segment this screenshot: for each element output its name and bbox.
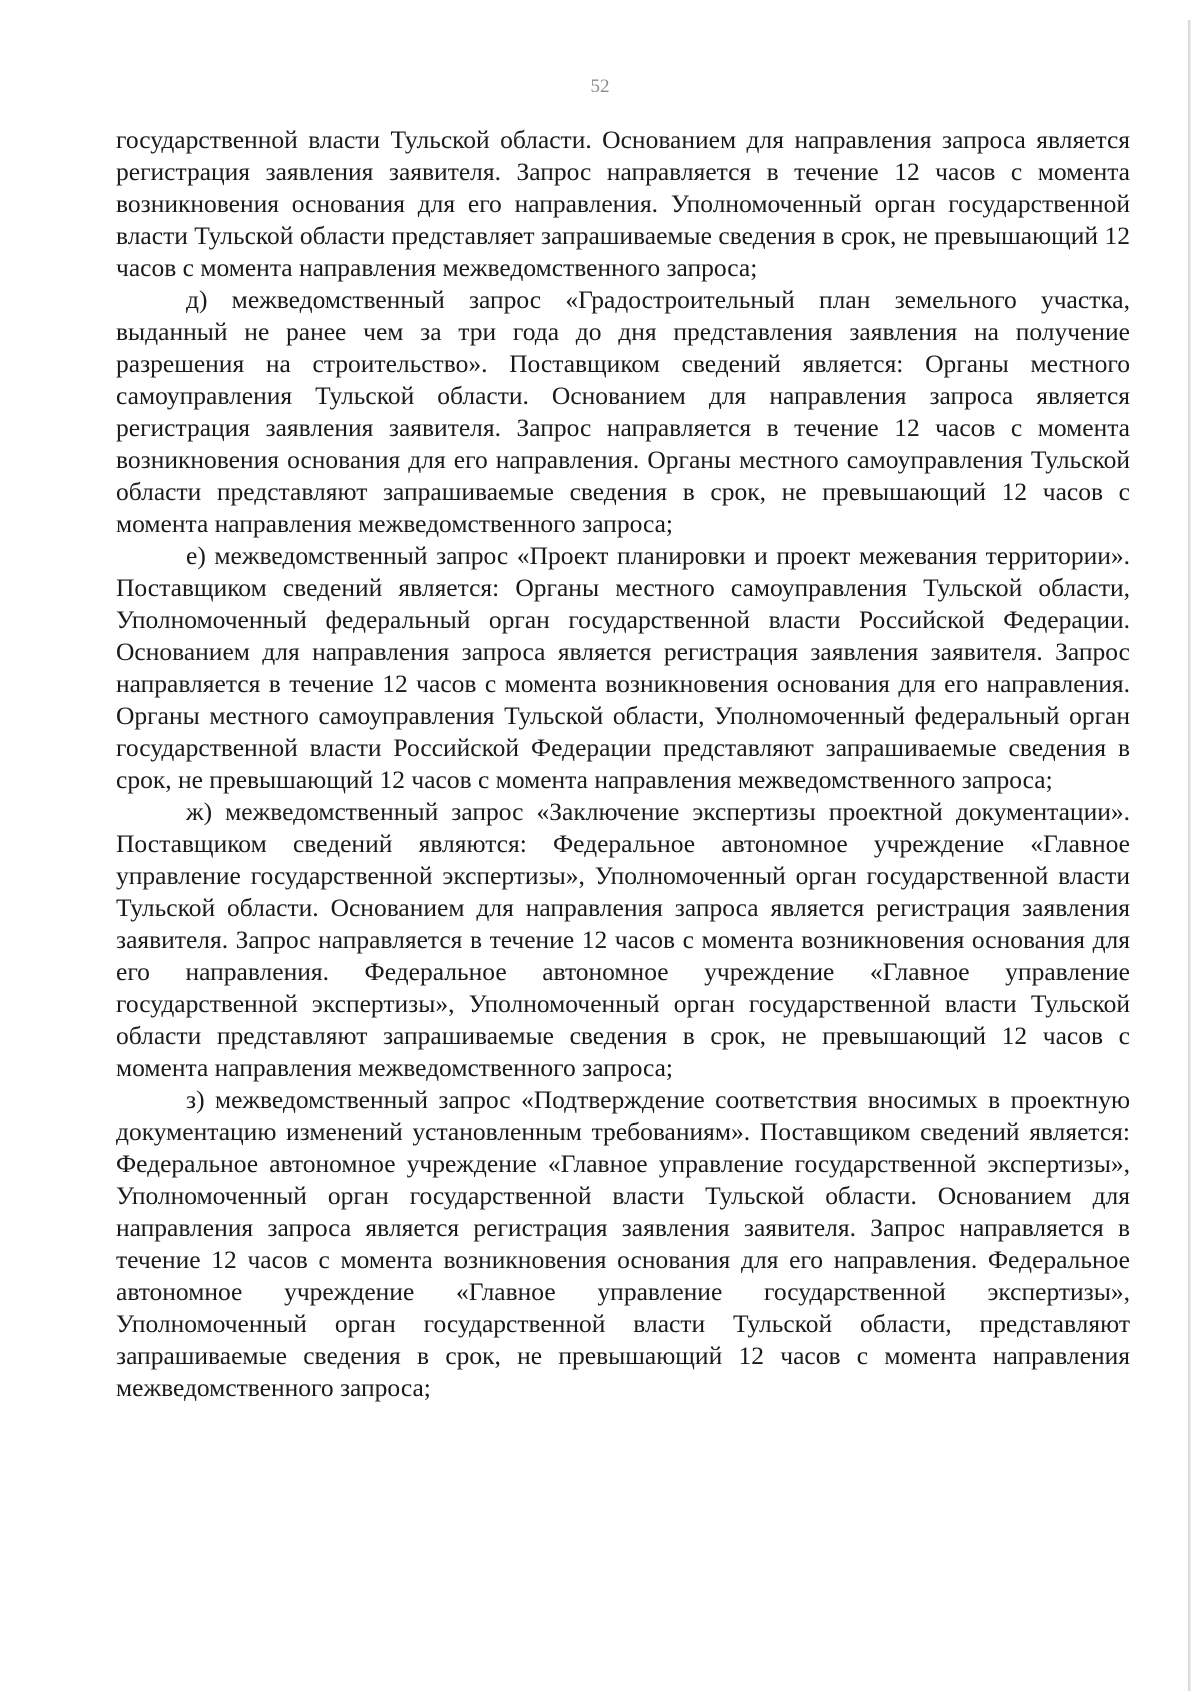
page-number: 52 bbox=[590, 76, 610, 97]
paragraph-item-d: д) межведомственный запрос «Градостроительный план земельного участка, выданный не ранее чем за три года до дня представления заявления на получение разрешения на строительство». Поставщиком сведений является: Органы местного самоуправления Тульской области. Основанием для направления запроса является регистрация заявления заявителя. Запрос направляется в течение 12 часов с момента возникновения основания для его направления. Органы местного самоуправления Тульской области представляют запрашиваемые сведения в срок, не превышающий 12 часов с момента направления межведомственного запроса; bbox=[116, 285, 1130, 538]
paragraph-continuation: государственной власти Тульской области. Основанием для направления запроса является регистрация заявления заявителя. Запрос направляется в течение 12 часов с момента возникновения основания для его направления. Уполномоченный орган государственной власти Тульской области представляет запрашиваемые сведения в срок, не превышающий 12 часов с момента направления межведомственного запроса; bbox=[116, 125, 1130, 282]
paragraph-item-e: е) межведомственный запрос «Проект планировки и проект межевания территории». Поставщиком сведений является: Органы местного самоуправления Тульской области, Уполномоченный федеральный орган государственной власти Российской Федерации. Основанием для направления запроса является регистрация заявления заявителя. Запрос направляется в течение 12 часов с момента возникновения основания для его направления. Органы местного самоуправления Тульской области, Уполномоченный федеральный орган государственной власти Российской Федерации представляют запрашиваемые сведения в срок, не превышающий 12 часов с момента направления межведомственного запроса; bbox=[116, 541, 1130, 794]
document-body bbox=[116, 124, 1130, 1404]
paragraph-item-z: з) межведомственный запрос «Подтверждение соответствия вносимых в проектную документацию изменений установленным требованиям». Поставщиком сведений является: Федеральное автономное учреждение «Главное управление государственной экспертизы», Уполномоченный орган государственной власти Тульской области. Основанием для направления запроса является регистрация заявления заявителя. Запрос направляется в течение 12 часов с момента возникновения основания для его направления. Федеральное автономное учреждение «Главное управление государственной экспертизы», Уполномоченный орган государственной власти Тульской области, представляют запрашиваемые сведения в срок, не превышающий 12 часов с момента направления межведомственного запроса; bbox=[116, 1085, 1130, 1402]
paragraph-item-zh: ж) межведомственный запрос «Заключение экспертизы проектной документации». Поставщиком сведений являются: Федеральное автономное учреждение «Главное управление государственной экспертизы», Уполномоченный орган государственной власти Тульской области. Основанием для направления запроса является регистрация заявления заявителя. Запрос направляется в течение 12 часов с момента возникновения основания для его направления. Федеральное автономное учреждение «Главное управление государственной экспертизы», Уполномоченный орган государственной власти Тульской области представляют запрашиваемые сведения в срок, не превышающий 12 часов с момента направления межведомственного запроса; bbox=[116, 797, 1130, 1082]
scan-edge-shadow bbox=[1188, 20, 1191, 1691]
